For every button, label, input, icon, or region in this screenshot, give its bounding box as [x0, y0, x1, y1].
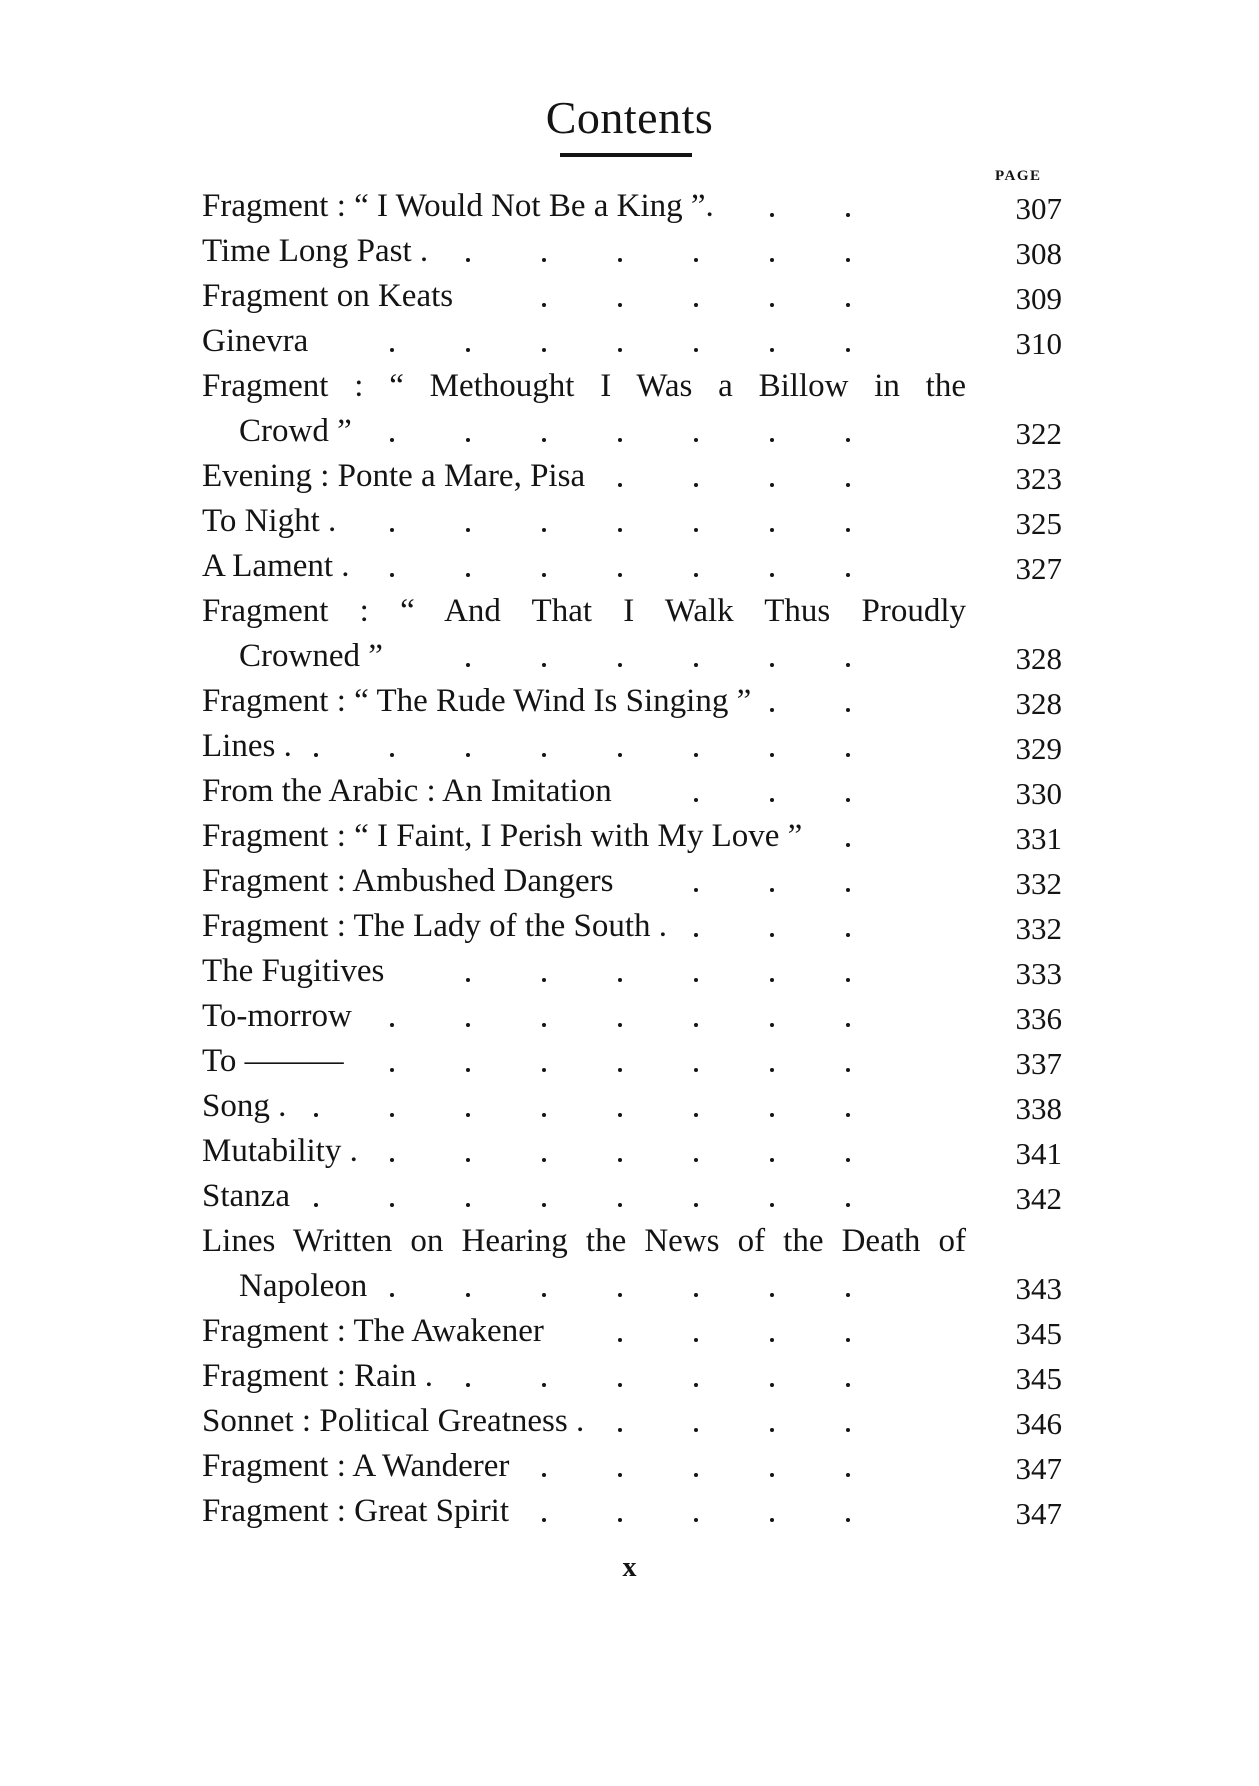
leader-dot [770, 213, 774, 217]
toc-entry-page: 331 [982, 814, 1062, 863]
leader-dot [694, 933, 698, 937]
page-column-label: PAGE [995, 168, 1042, 184]
toc-entry[interactable] [202, 229, 1062, 274]
leader-dot [770, 1023, 774, 1027]
toc-entry[interactable] [202, 1354, 1062, 1399]
leader-dot [694, 663, 698, 667]
toc-entry[interactable] [202, 1489, 1062, 1534]
title-rule [560, 153, 692, 157]
toc-entry-title: Ginevra [202, 323, 312, 359]
leader-dot [846, 1518, 850, 1522]
leader-dot [466, 1383, 470, 1387]
leader-dot [618, 753, 622, 757]
leader-dot [390, 1113, 394, 1117]
leader-dot [542, 978, 546, 982]
toc-entry-title: Fragment : Great Spirit [202, 1493, 513, 1529]
leader-dot [542, 438, 546, 442]
leader-dot [694, 348, 698, 352]
leader-dot [770, 438, 774, 442]
toc-entry-title: Fragment on Keats [202, 278, 457, 314]
toc-entry-page: 308 [982, 229, 1062, 278]
leader-dot [466, 348, 470, 352]
leader-dot [846, 348, 850, 352]
toc-entry-page: 329 [982, 724, 1062, 773]
leader-dot [770, 348, 774, 352]
leader-dot [770, 708, 774, 712]
dot-leader [202, 319, 1062, 364]
leader-dot [466, 438, 470, 442]
leader-dot [694, 258, 698, 262]
leader-dot [390, 1023, 394, 1027]
toc-entry[interactable] [202, 1399, 1062, 1444]
dot-leader [202, 724, 1062, 769]
leader-dot [846, 1338, 850, 1342]
toc-entry-page: 332 [982, 859, 1062, 908]
leader-dot [466, 1023, 470, 1027]
leader-dot [846, 1068, 850, 1072]
leader-dot [390, 1158, 394, 1162]
leader-dot [846, 1383, 850, 1387]
leader-dot [694, 1473, 698, 1477]
toc-entry-page: 328 [982, 634, 1062, 683]
toc-entry-title: A Lament . [202, 548, 354, 584]
toc-entry-page: 307 [982, 184, 1062, 233]
leader-dot [314, 753, 318, 757]
toc-entry-title: Fragment : A Wanderer [202, 1448, 513, 1484]
leader-dot [770, 1338, 774, 1342]
leader-dot [618, 1473, 622, 1477]
leader-dot [846, 258, 850, 262]
leader-dot [846, 1473, 850, 1477]
leader-dot [618, 1068, 622, 1072]
leader-dot [542, 663, 546, 667]
leader-dot [542, 1203, 546, 1207]
toc-entry-title: Fragment : The Lady of the South . [202, 908, 671, 944]
dot-leader [202, 1084, 1062, 1129]
leader-dot [694, 1113, 698, 1117]
leader-dot [694, 978, 698, 982]
toc-entry-page: 342 [982, 1174, 1062, 1223]
toc-entry-title: Stanza [202, 1178, 294, 1214]
leader-dot [694, 1518, 698, 1522]
leader-dot [618, 1158, 622, 1162]
leader-dot [542, 258, 546, 262]
toc-entry-page: 322 [982, 409, 1062, 458]
toc-entry[interactable] [202, 949, 1062, 994]
leader-dot [770, 258, 774, 262]
leader-dot [770, 573, 774, 577]
toc-entry[interactable] [202, 544, 1062, 589]
leader-dot [770, 1203, 774, 1207]
toc-entry-page: 345 [982, 1354, 1062, 1403]
toc-entry[interactable] [202, 679, 1062, 724]
toc-entry-page: 309 [982, 274, 1062, 323]
toc-entry-title: Napoleon [239, 1268, 371, 1304]
leader-dot [466, 663, 470, 667]
toc-entry[interactable] [202, 1219, 1062, 1309]
leader-dot [542, 348, 546, 352]
toc-entry[interactable] [202, 1444, 1062, 1489]
toc-entry[interactable] [202, 319, 1062, 364]
table-of-contents [202, 184, 1062, 1534]
leader-dot [770, 798, 774, 802]
leader-dot [618, 438, 622, 442]
leader-dot [390, 348, 394, 352]
leader-dot [694, 1293, 698, 1297]
toc-entry[interactable] [202, 859, 1062, 904]
toc-entry-title: Fragment : “ I Faint, I Perish with My Love ” [202, 818, 806, 854]
toc-entry-title: Fragment : Rain . [202, 1358, 437, 1394]
toc-entry[interactable] [202, 184, 1062, 229]
leader-dot [846, 1428, 850, 1432]
toc-entry-title: Fragment : “ I Would Not Be a King ”. [202, 188, 718, 224]
toc-entry-title: Mutability . [202, 1133, 362, 1169]
toc-entry[interactable] [202, 364, 1062, 454]
leader-dot [694, 798, 698, 802]
toc-entry[interactable] [202, 454, 1062, 499]
toc-entry-title: The Fugitives [202, 953, 388, 989]
toc-entry-title: Fragment : Ambushed Dangers [202, 863, 618, 899]
leader-dot [466, 978, 470, 982]
leader-dot [618, 1383, 622, 1387]
toc-entry-page: 336 [982, 994, 1062, 1043]
toc-entry[interactable] [202, 1309, 1062, 1354]
leader-dot [618, 303, 622, 307]
leader-dot [846, 303, 850, 307]
toc-entry-page: 346 [982, 1399, 1062, 1448]
leader-dot [694, 1023, 698, 1027]
leader-dot [618, 348, 622, 352]
leader-dot [846, 708, 850, 712]
leader-dot [846, 1293, 850, 1297]
leader-dot [770, 1428, 774, 1432]
leader-dot [314, 1203, 318, 1207]
toc-entry-page: 332 [982, 904, 1062, 953]
leader-dot [466, 1158, 470, 1162]
leader-dot [846, 528, 850, 532]
leader-dot [846, 1203, 850, 1207]
leader-dot [618, 483, 622, 487]
toc-entry[interactable] [202, 499, 1062, 544]
toc-entry-page: 325 [982, 499, 1062, 548]
leader-dot [466, 1113, 470, 1117]
toc-entry-page: 310 [982, 319, 1062, 368]
leader-dot [846, 438, 850, 442]
toc-entry[interactable] [202, 274, 1062, 319]
leader-dot [618, 1428, 622, 1432]
leader-dot [542, 1293, 546, 1297]
leader-dot [694, 1068, 698, 1072]
toc-entry-title: From the Arabic : An Imitation [202, 773, 616, 809]
toc-entry-page: 333 [982, 949, 1062, 998]
toc-entry[interactable] [202, 1039, 1062, 1084]
leader-dot [466, 258, 470, 262]
toc-entry-page: 330 [982, 769, 1062, 818]
toc-entry-page: 345 [982, 1309, 1062, 1358]
toc-entry-title: Fragment : The Awakener [202, 1313, 548, 1349]
toc-entry-title: To Night . [202, 503, 340, 539]
leader-dot [542, 1113, 546, 1117]
leader-dot [618, 258, 622, 262]
leader-dot [390, 573, 394, 577]
leader-dot [618, 1113, 622, 1117]
page-folio: x [622, 1552, 637, 1583]
leader-dot [466, 573, 470, 577]
toc-entry-page: 338 [982, 1084, 1062, 1133]
leader-dot [770, 528, 774, 532]
leader-dot [694, 303, 698, 307]
leader-dot [542, 1518, 546, 1522]
leader-dot [770, 1113, 774, 1117]
leader-dot [846, 798, 850, 802]
leader-dot [846, 1158, 850, 1162]
leader-dot [466, 1068, 470, 1072]
leader-dot [542, 1068, 546, 1072]
leader-dot [770, 303, 774, 307]
leader-dot [618, 1293, 622, 1297]
leader-dot [618, 978, 622, 982]
leader-dot [618, 528, 622, 532]
leader-dot [618, 1023, 622, 1027]
toc-entry-page: 328 [982, 679, 1062, 728]
leader-dot [694, 888, 698, 892]
leader-dot [694, 1383, 698, 1387]
toc-entry-page: 323 [982, 454, 1062, 503]
toc-entry-title: Song . [202, 1088, 290, 1124]
leader-dot [694, 573, 698, 577]
toc-entry[interactable] [202, 1174, 1062, 1219]
toc-entry-title: Fragment : “ And That I Walk Thus Proudly [202, 593, 970, 629]
toc-entry-title: Lines . [202, 728, 296, 764]
leader-dot [846, 1113, 850, 1117]
dot-leader [202, 1174, 1062, 1219]
leader-dot [846, 843, 850, 847]
leader-dot [618, 1338, 622, 1342]
toc-entry-title: Sonnet : Political Greatness . [202, 1403, 588, 1439]
toc-entry-page: 327 [982, 544, 1062, 593]
toc-entry[interactable] [202, 589, 1062, 679]
toc-entry-page: 347 [982, 1444, 1062, 1493]
leader-dot [390, 753, 394, 757]
leader-dot [846, 663, 850, 667]
leader-dot [466, 1293, 470, 1297]
leader-dot [694, 753, 698, 757]
leader-dot [694, 1338, 698, 1342]
leader-dot [846, 753, 850, 757]
toc-entry[interactable] [202, 724, 1062, 769]
toc-entry-title: Crowd ” [239, 413, 356, 449]
toc-entry-page: 343 [982, 1264, 1062, 1313]
toc-entry[interactable] [202, 1129, 1062, 1174]
leader-dot [390, 1068, 394, 1072]
leader-dot [542, 573, 546, 577]
leader-dot [770, 1068, 774, 1072]
leader-dot [542, 1473, 546, 1477]
leader-dot [542, 528, 546, 532]
leader-dot [846, 213, 850, 217]
toc-entry-title: To ——— [202, 1043, 348, 1079]
leader-dot [314, 1113, 318, 1117]
leader-dot [846, 573, 850, 577]
leader-dot [390, 528, 394, 532]
leader-dot [694, 438, 698, 442]
leader-dot [542, 1158, 546, 1162]
leader-dot [846, 978, 850, 982]
leader-dot [770, 1383, 774, 1387]
leader-dot [770, 888, 774, 892]
leader-dot [694, 528, 698, 532]
leader-dot [618, 573, 622, 577]
leader-dot [846, 888, 850, 892]
leader-dot [846, 483, 850, 487]
toc-entry-title: Lines Written on Hearing the News of the Death of [202, 1223, 970, 1259]
leader-dot [846, 1023, 850, 1027]
toc-entry-title: To-morrow [202, 998, 356, 1034]
leader-dot [770, 663, 774, 667]
leader-dot [542, 753, 546, 757]
leader-dot [770, 483, 774, 487]
leader-dot [390, 1203, 394, 1207]
leader-dot [846, 933, 850, 937]
toc-entry-page: 347 [982, 1489, 1062, 1538]
leader-dot [466, 528, 470, 532]
leader-dot [770, 1473, 774, 1477]
toc-entry-title: Evening : Ponte a Mare, Pisa [202, 458, 589, 494]
leader-dot [770, 1158, 774, 1162]
leader-dot [770, 753, 774, 757]
leader-dot [390, 438, 394, 442]
toc-entry[interactable] [202, 904, 1062, 949]
toc-entry[interactable] [202, 814, 1062, 859]
toc-entry-page: 337 [982, 1039, 1062, 1088]
leader-dot [466, 1203, 470, 1207]
toc-entry-title: Crowned ” [239, 638, 387, 674]
leader-dot [542, 1383, 546, 1387]
leader-dot [466, 753, 470, 757]
leader-dot [618, 1518, 622, 1522]
leader-dot [770, 1518, 774, 1522]
leader-dot [618, 1203, 622, 1207]
leader-dot [390, 1293, 394, 1297]
toc-entry[interactable] [202, 994, 1062, 1039]
leader-dot [694, 1158, 698, 1162]
leader-dot [542, 303, 546, 307]
page-title: Contents [545, 92, 714, 143]
toc-entry-title: Time Long Past . [202, 233, 432, 269]
leader-dot [770, 1293, 774, 1297]
leader-dot [770, 933, 774, 937]
leader-dot [770, 978, 774, 982]
toc-entry-page: 341 [982, 1129, 1062, 1178]
leader-dot [694, 1428, 698, 1432]
toc-entry[interactable] [202, 769, 1062, 814]
leader-dot [618, 663, 622, 667]
leader-dot [694, 483, 698, 487]
toc-entry-title: Fragment : “ The Rude Wind Is Singing ” [202, 683, 755, 719]
toc-entry-title: Fragment : “ Methought I Was a Billow in the [202, 368, 970, 404]
leader-dot [694, 1203, 698, 1207]
toc-entry[interactable] [202, 1084, 1062, 1129]
leader-dot [542, 1023, 546, 1027]
